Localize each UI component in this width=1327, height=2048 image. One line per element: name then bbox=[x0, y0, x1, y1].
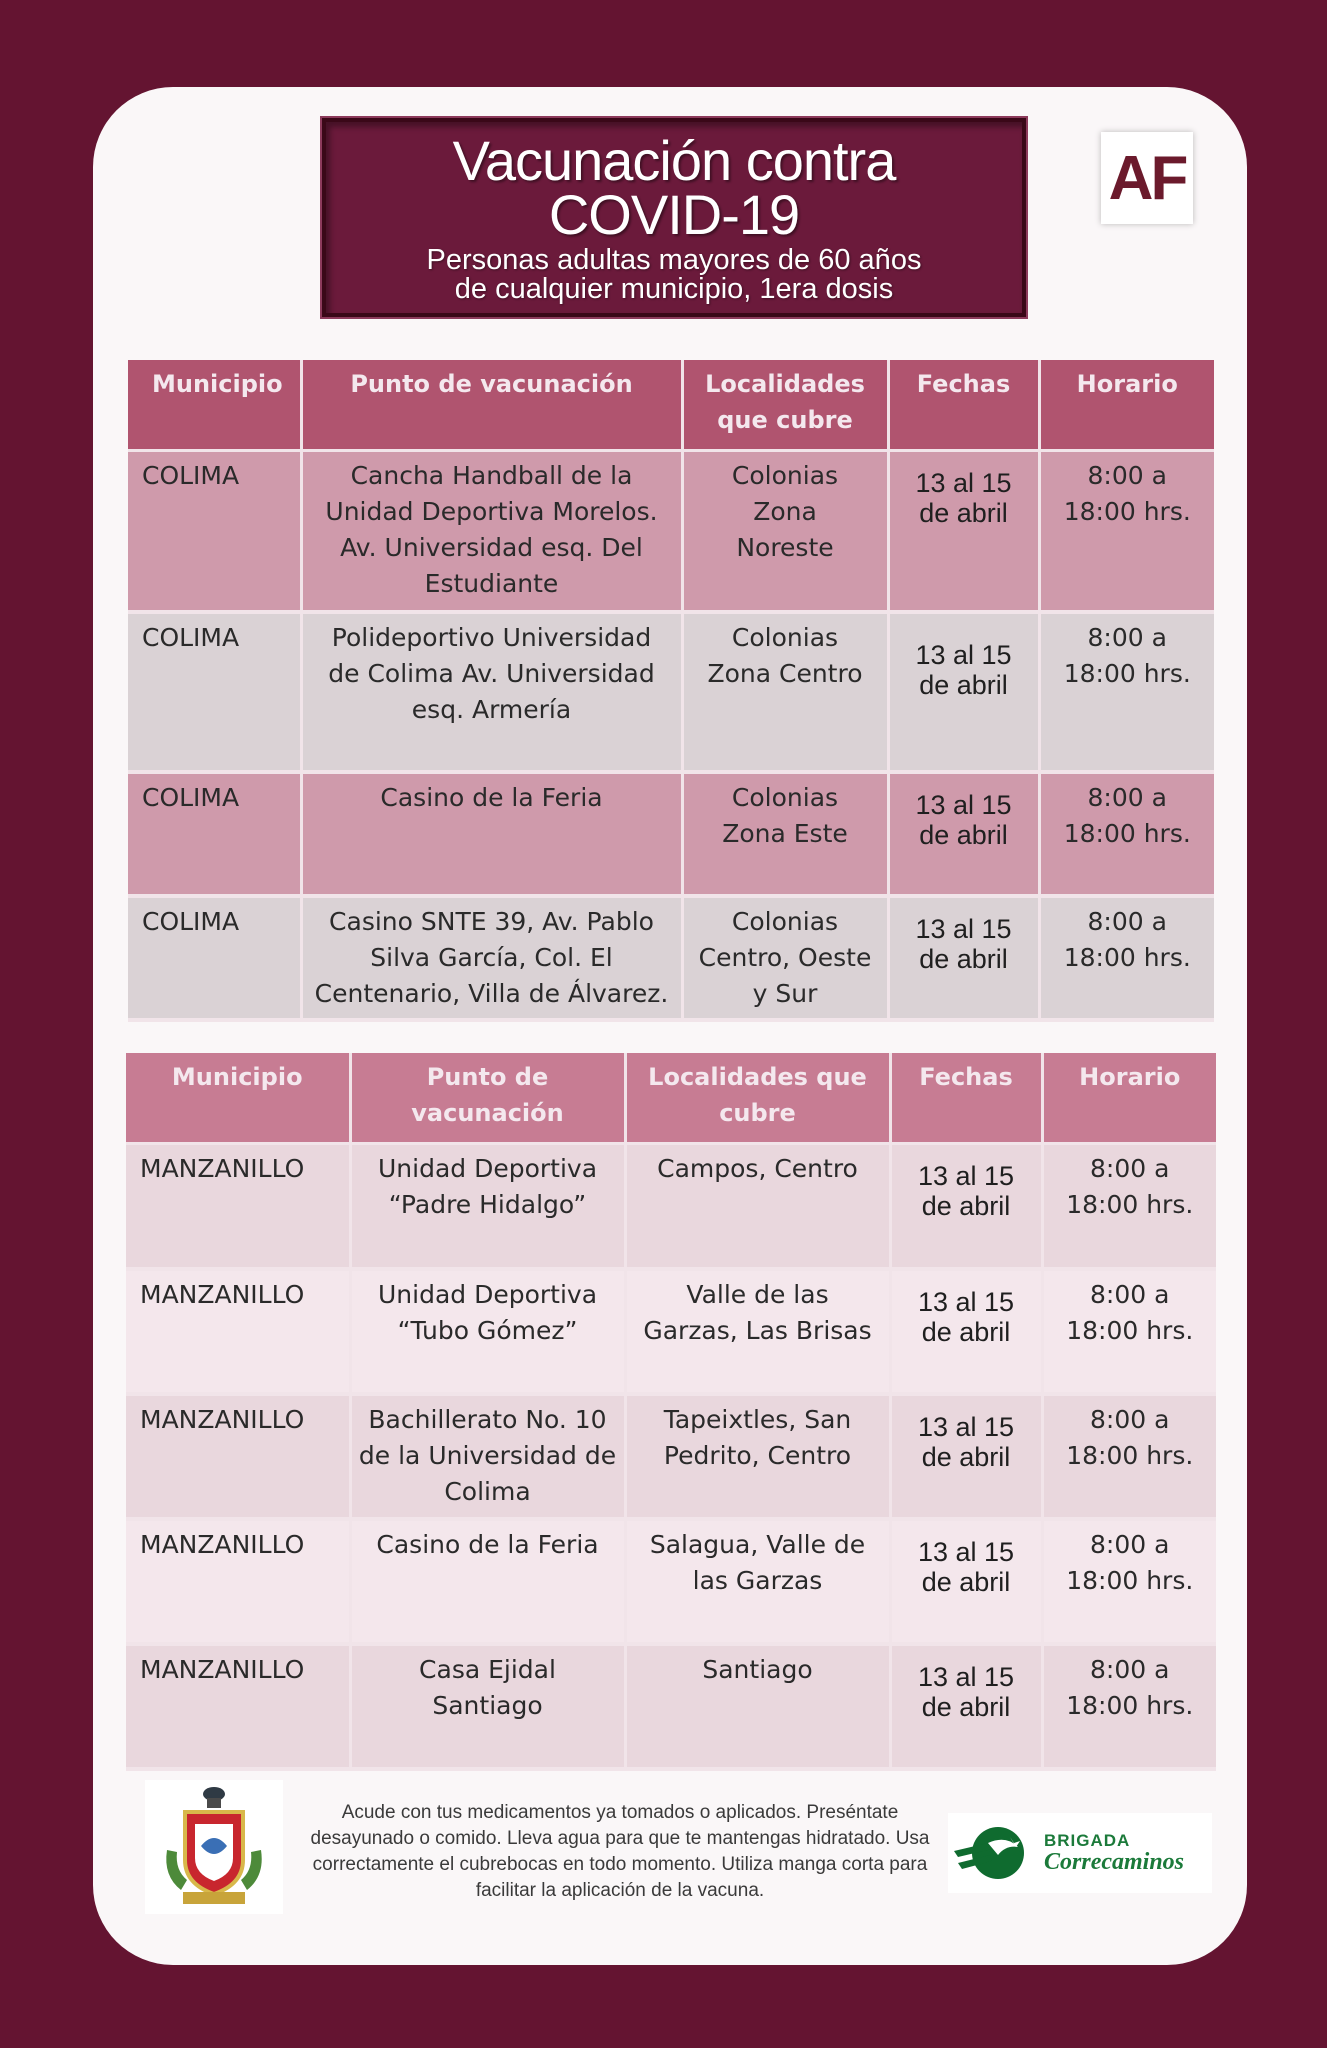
cell-fechas: 13 al 15 de abril bbox=[888, 451, 1039, 612]
cell-fechas: 13 al 15 de abril bbox=[890, 1519, 1042, 1644]
header-fechas: Fechas bbox=[888, 360, 1039, 451]
manzanillo-schedule-table bbox=[126, 1053, 1216, 1771]
cell-horario: 8:00 a 18:00 hrs. bbox=[1042, 1269, 1216, 1394]
cell-punto: Casino de la Feria bbox=[301, 772, 682, 896]
cell-fechas: 13 al 15 de abril bbox=[890, 1144, 1042, 1269]
title-banner bbox=[322, 118, 1026, 317]
header-localidades: Localidades que cubre bbox=[625, 1053, 890, 1144]
cell-localidades: Valle de las Garzas, Las Brisas bbox=[625, 1269, 890, 1394]
cell-municipio: COLIMA bbox=[128, 612, 301, 772]
table-row bbox=[126, 1144, 1216, 1269]
table-row bbox=[128, 451, 1214, 612]
table-header-row bbox=[128, 360, 1214, 451]
cell-municipio: COLIMA bbox=[128, 451, 301, 612]
cell-municipio: MANZANILLO bbox=[126, 1394, 350, 1519]
table-row bbox=[128, 772, 1214, 896]
brigada-correcaminos-logo bbox=[948, 1813, 1212, 1893]
cell-horario: 8:00 a 18:00 hrs. bbox=[1039, 612, 1214, 772]
cell-punto: Cancha Handball de la Unidad Deportiva Morelos. Av. Universidad esq. Del Estudiante bbox=[301, 451, 682, 612]
colima-schedule-table bbox=[128, 360, 1214, 1022]
cell-horario: 8:00 a 18:00 hrs. bbox=[1042, 1644, 1216, 1769]
page-subtitle: Personas adultas mayores de 60 años de cualquier municipio, 1era dosis bbox=[426, 244, 922, 305]
page-title: Vacunación contra COVID-19 bbox=[452, 129, 896, 246]
table-row bbox=[128, 896, 1214, 1020]
cell-fechas: 13 al 15 de abril bbox=[888, 612, 1039, 772]
cell-localidades: Colonias Centro, Oeste y Sur bbox=[682, 896, 888, 1020]
cell-punto: Bachillerato No. 10 de la Universidad de Colima bbox=[350, 1394, 625, 1519]
cell-punto: Casino SNTE 39, Av. Pablo Silva García, Col. El Centenario, Villa de Álvarez. bbox=[301, 896, 682, 1020]
cell-fechas: 13 al 15 de abril bbox=[888, 896, 1039, 1020]
af-logo: AF bbox=[1101, 132, 1193, 224]
cell-horario: 8:00 a 18:00 hrs. bbox=[1042, 1394, 1216, 1519]
header-punto: Punto de vacunación bbox=[350, 1053, 625, 1144]
cell-localidades: Santiago bbox=[625, 1644, 890, 1769]
cell-fechas: 13 al 15 de abril bbox=[890, 1644, 1042, 1769]
cell-punto: Polideportivo Universidad de Colima Av. Universidad esq. Armería bbox=[301, 612, 682, 772]
cell-municipio: MANZANILLO bbox=[126, 1269, 350, 1394]
cell-municipio: COLIMA bbox=[128, 772, 301, 896]
table-row bbox=[126, 1644, 1216, 1769]
table-row bbox=[126, 1269, 1216, 1394]
road-runner-icon bbox=[948, 1813, 1038, 1893]
table-header-row bbox=[126, 1053, 1216, 1144]
cell-horario: 8:00 a 18:00 hrs. bbox=[1039, 772, 1214, 896]
cell-localidades: Colonias Zona Centro bbox=[682, 612, 888, 772]
cell-fechas: 13 al 15 de abril bbox=[888, 772, 1039, 896]
cell-fechas: 13 al 15 de abril bbox=[890, 1394, 1042, 1519]
cell-municipio: MANZANILLO bbox=[126, 1519, 350, 1644]
cell-horario: 8:00 a 18:00 hrs. bbox=[1042, 1519, 1216, 1644]
cell-municipio: COLIMA bbox=[128, 896, 301, 1020]
table-row bbox=[126, 1394, 1216, 1519]
header-localidades: Localidades que cubre bbox=[682, 360, 888, 451]
table-row bbox=[126, 1519, 1216, 1644]
header-punto: Punto de vacunación bbox=[301, 360, 682, 451]
cell-municipio: MANZANILLO bbox=[126, 1644, 350, 1769]
cell-localidades: Colonias Zona Noreste bbox=[682, 451, 888, 612]
cell-horario: 8:00 a 18:00 hrs. bbox=[1039, 896, 1214, 1020]
header-horario: Horario bbox=[1042, 1053, 1216, 1144]
cell-localidades: Tapeixtles, San Pedrito, Centro bbox=[625, 1394, 890, 1519]
brigada-subtitle: Correcaminos bbox=[1044, 1849, 1185, 1875]
header-horario: Horario bbox=[1039, 360, 1214, 451]
cell-punto: Unidad Deportiva “Tubo Gómez” bbox=[350, 1269, 625, 1394]
cell-horario: 8:00 a 18:00 hrs. bbox=[1039, 451, 1214, 612]
cell-localidades: Salagua, Valle de las Garzas bbox=[625, 1519, 890, 1644]
cell-localidades: Campos, Centro bbox=[625, 1144, 890, 1269]
header-municipio: Municipio bbox=[128, 360, 301, 451]
cell-municipio: MANZANILLO bbox=[126, 1144, 350, 1269]
header-municipio: Municipio bbox=[126, 1053, 350, 1144]
cell-fechas: 13 al 15 de abril bbox=[890, 1269, 1042, 1394]
brigada-title: BRIGADA bbox=[1044, 1831, 1131, 1850]
cell-punto: Casa Ejidal Santiago bbox=[350, 1644, 625, 1769]
recommendations-text: Acude con tus medicamentos ya tomados o aplicados. Preséntate desayunado o comido. Lleva agua para que te mantengas hidratado. Usa correctamente el cubrebocas en todo momento. Utiliza manga corta para facilitar la aplicación de la vacuna. bbox=[310, 1802, 930, 1901]
state-coat-of-arms-icon bbox=[145, 1780, 283, 1914]
header-fechas: Fechas bbox=[890, 1053, 1042, 1144]
cell-localidades: Colonias Zona Este bbox=[682, 772, 888, 896]
cell-horario: 8:00 a 18:00 hrs. bbox=[1042, 1144, 1216, 1269]
cell-punto: Casino de la Feria bbox=[350, 1519, 625, 1644]
table-row bbox=[128, 612, 1214, 772]
cell-punto: Unidad Deportiva “Padre Hidalgo” bbox=[350, 1144, 625, 1269]
